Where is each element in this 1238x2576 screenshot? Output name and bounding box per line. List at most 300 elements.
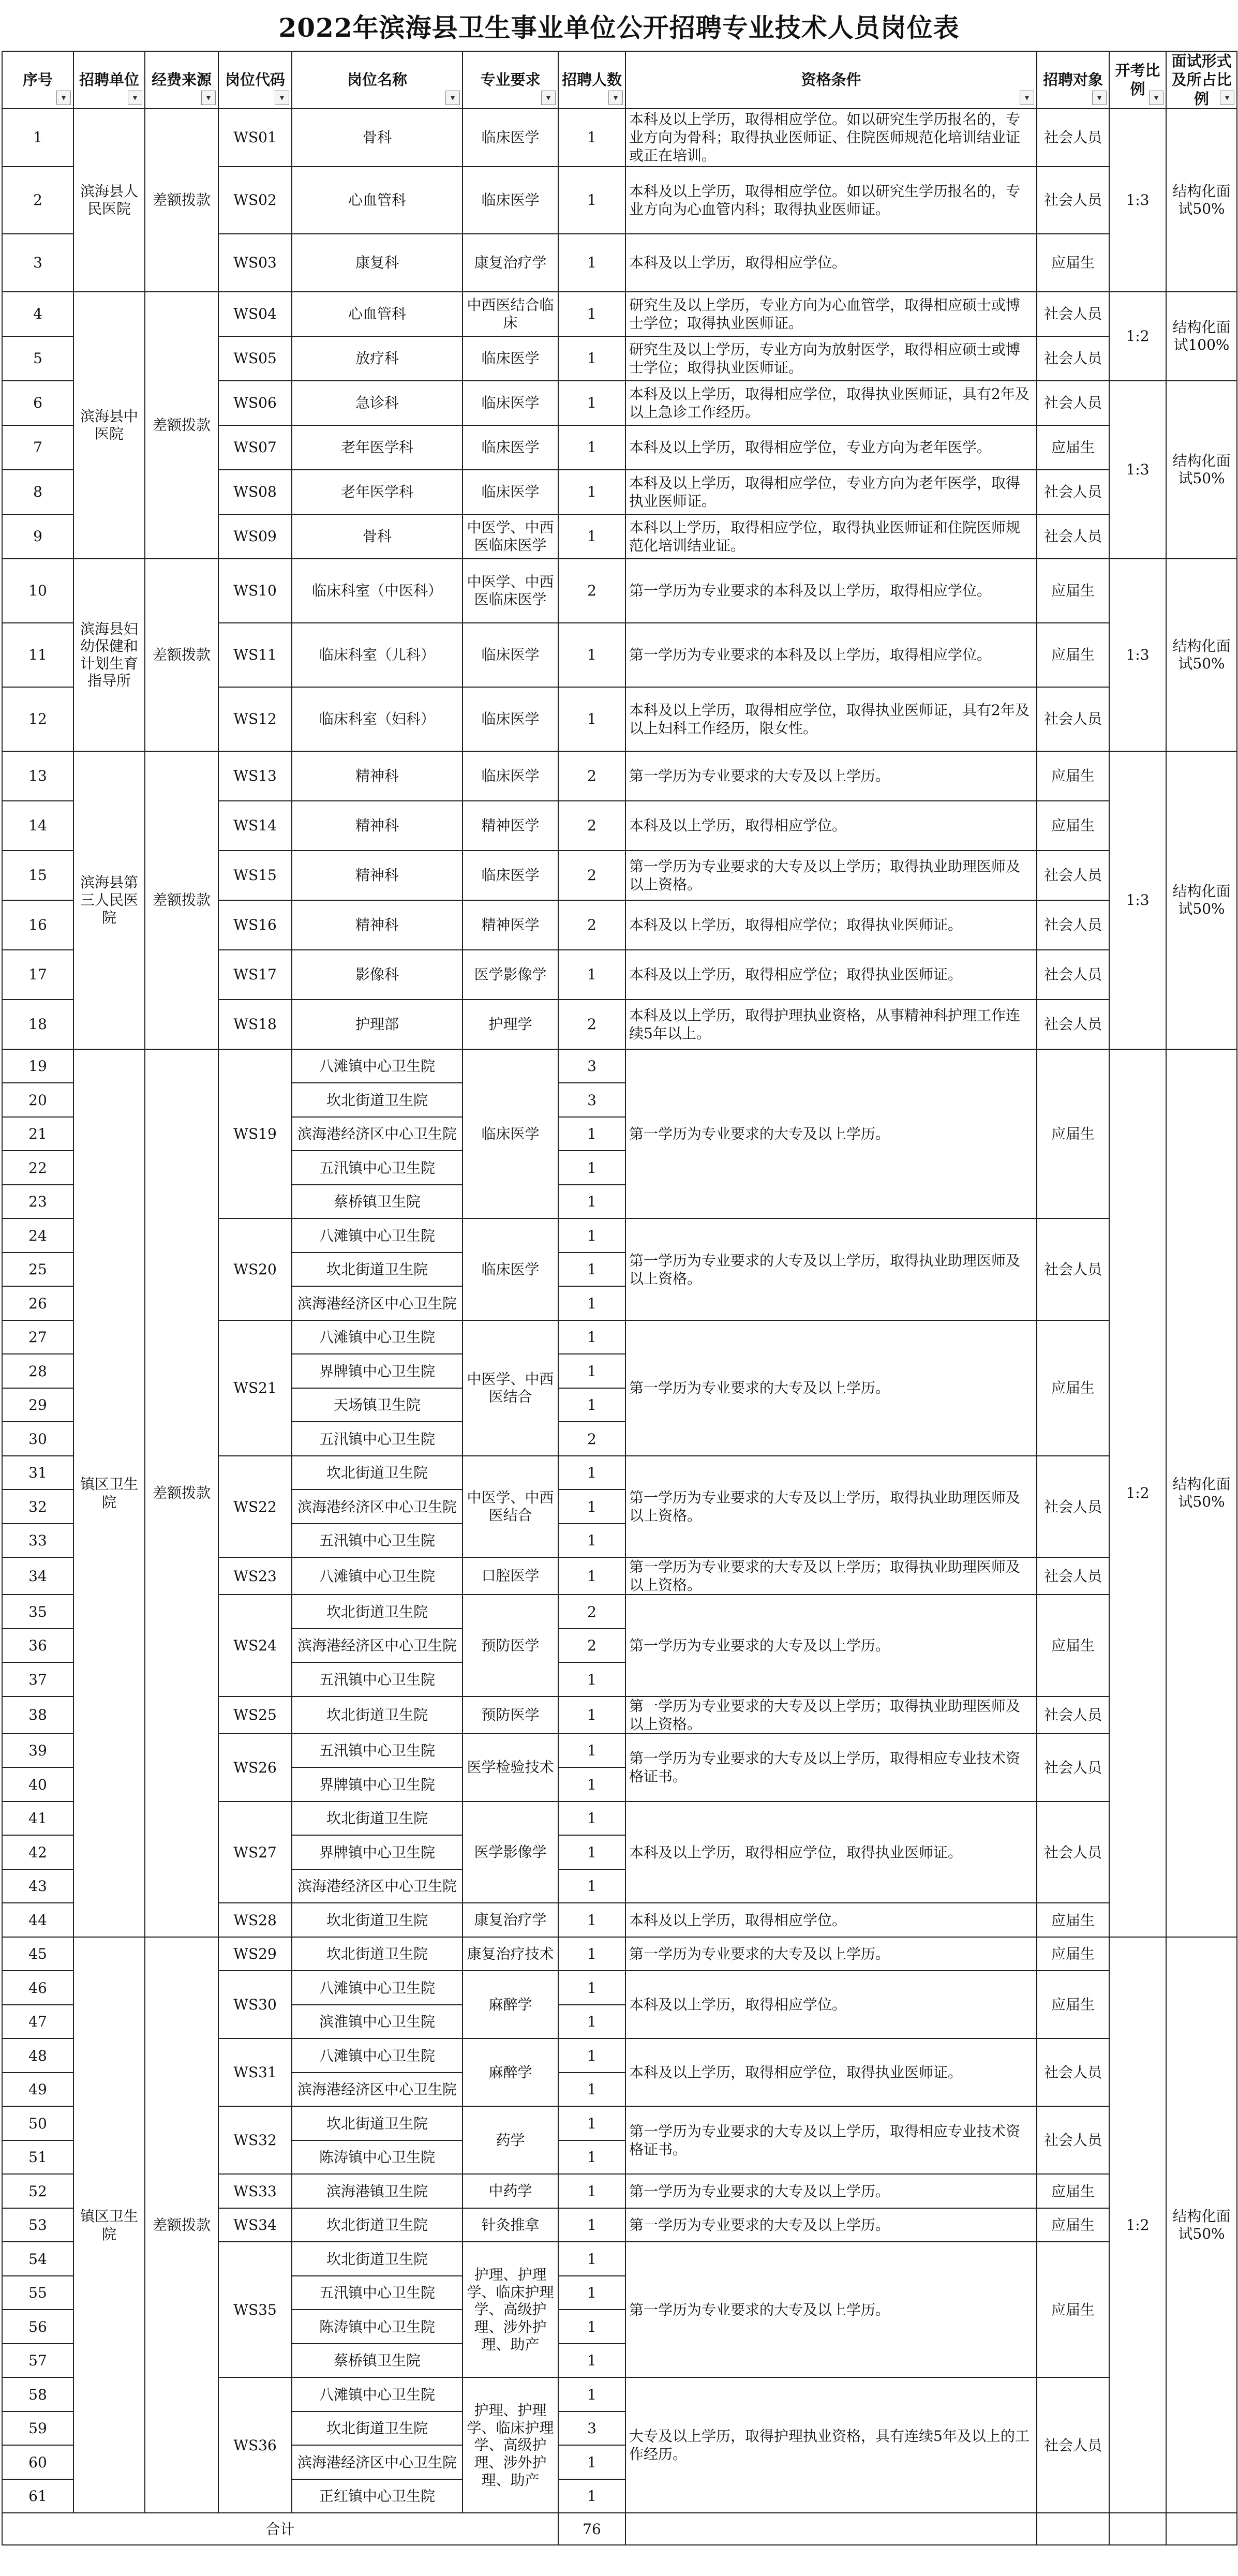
- code-cell: WS26: [218, 1734, 292, 1801]
- seq-cell: 35: [2, 1595, 73, 1629]
- filter-dropdown-icon[interactable]: ▾: [128, 91, 142, 105]
- target-cell: 社会人员: [1037, 2106, 1109, 2174]
- target-cell: 应届生: [1037, 559, 1109, 623]
- col-header-seq: 序号 ▾: [2, 51, 73, 109]
- total-label: 合计: [2, 2513, 558, 2545]
- position-name-cell: 正红镇中心卫生院: [292, 2479, 463, 2513]
- count-cell: 1: [558, 1456, 625, 1490]
- major-cell: 临床医学: [463, 167, 558, 234]
- position-name-cell: 滨海港镇卫生院: [292, 2174, 463, 2208]
- position-name-cell: 精神科: [292, 751, 463, 801]
- seq-cell: 46: [2, 1971, 73, 2005]
- position-name-cell: 蔡桥镇卫生院: [292, 2344, 463, 2378]
- seq-cell: 43: [2, 1869, 73, 1903]
- major-cell: 康复治疗学: [463, 234, 558, 292]
- ratio-cell: 1:2: [1109, 1049, 1166, 1937]
- major-cell: 中药学: [463, 2174, 558, 2208]
- total-empty: [1109, 2513, 1166, 2545]
- code-cell: WS15: [218, 851, 292, 900]
- major-cell: 药学: [463, 2106, 558, 2174]
- table-row: [2, 109, 1237, 167]
- code-cell: WS30: [218, 1971, 292, 2038]
- conditions-cell: 本科及以上学历，取得相应学位。如以研究生学历报名的，专业方向为心血管内科；取得执业医师证。: [625, 167, 1037, 234]
- seq-cell: 10: [2, 559, 73, 623]
- major-cell: 医学影像学: [463, 950, 558, 1000]
- code-cell: WS05: [218, 336, 292, 381]
- major-cell: 中医学、中西医临床医学: [463, 514, 558, 559]
- seq-cell: 48: [2, 2038, 73, 2073]
- seq-cell: 11: [2, 623, 73, 687]
- target-cell: 社会人员: [1037, 470, 1109, 514]
- target-cell: 社会人员: [1037, 1218, 1109, 1320]
- code-cell: WS12: [218, 687, 292, 751]
- seq-cell: 50: [2, 2106, 73, 2140]
- position-name-cell: 临床科室（儿科）: [292, 623, 463, 687]
- fund-cell: 差额拨款: [145, 109, 218, 292]
- target-cell: 应届生: [1037, 623, 1109, 687]
- filter-dropdown-icon[interactable]: ▾: [1092, 91, 1107, 105]
- position-name-cell: 滨海港经济区中心卫生院: [292, 2073, 463, 2107]
- fund-cell: 差额拨款: [145, 292, 218, 559]
- count-cell: 3: [558, 1083, 625, 1117]
- count-cell: 1: [558, 2310, 625, 2344]
- interview-cell: 结构化面试50%: [1166, 1937, 1237, 2513]
- major-cell: 精神医学: [463, 801, 558, 851]
- ratio-cell: 1:2: [1109, 292, 1166, 381]
- interview-cell: 结构化面试50%: [1166, 559, 1237, 751]
- code-cell: WS23: [218, 1557, 292, 1595]
- conditions-cell: 第一学历为专业要求的大专及以上学历。: [625, 2242, 1037, 2377]
- major-cell: 临床医学: [463, 687, 558, 751]
- ratio-cell: 1:3: [1109, 751, 1166, 1049]
- conditions-cell: 本科及以上学历，取得相应学位。: [625, 801, 1037, 851]
- seq-cell: 6: [2, 381, 73, 425]
- conditions-cell: 第一学历为专业要求的大专及以上学历，取得相应专业技术资格证书。: [625, 2106, 1037, 2174]
- major-cell: 临床医学: [463, 336, 558, 381]
- code-cell: WS25: [218, 1696, 292, 1734]
- position-name-cell: 八滩镇中心卫生院: [292, 2377, 463, 2411]
- count-cell: 2: [558, 1000, 625, 1049]
- seq-cell: 7: [2, 425, 73, 470]
- count-cell: 2: [558, 1422, 625, 1456]
- position-name-cell: 滨海港经济区中心卫生院: [292, 1629, 463, 1663]
- seq-cell: 40: [2, 1767, 73, 1801]
- col-header-code: 岗位代码 ▾: [218, 51, 292, 109]
- seq-cell: 56: [2, 2310, 73, 2344]
- conditions-cell: 本科及以上学历，取得护理执业资格，从事精神科护理工作连续5年以上。: [625, 1000, 1037, 1049]
- unit-cell: 滨海县第三人民医院: [73, 751, 145, 1049]
- position-name-cell: 老年医学科: [292, 470, 463, 514]
- seq-cell: 3: [2, 234, 73, 292]
- position-name-cell: 陈涛镇中心卫生院: [292, 2310, 463, 2344]
- conditions-cell: 第一学历为专业要求的大专及以上学历，取得执业助理医师及以上资格。: [625, 1218, 1037, 1320]
- seq-cell: 21: [2, 1117, 73, 1151]
- major-cell: 护理、护理学、临床护理学、高级护理、涉外护理、助产: [463, 2377, 558, 2513]
- fund-cell: 差额拨款: [145, 1937, 218, 2513]
- conditions-cell: 本科及以上学历，取得相应学位。如以研究生学历报名的，专业方向为骨科；取得执业医师证、住院医师规范化培训结业证或正在培训。: [625, 109, 1037, 167]
- major-cell: 康复治疗技术: [463, 1937, 558, 1971]
- count-cell: 2: [558, 559, 625, 623]
- seq-cell: 45: [2, 1937, 73, 1971]
- major-cell: 中医学、中西医结合: [463, 1456, 558, 1558]
- conditions-cell: 第一学历为专业要求的大专及以上学历。: [625, 1049, 1037, 1219]
- code-cell: WS16: [218, 900, 292, 950]
- conditions-cell: 本科及以上学历，取得相应学位，取得执业医师证，具有2年及以上妇科工作经历，限女性。: [625, 687, 1037, 751]
- interview-cell: 结构化面试50%: [1166, 381, 1237, 559]
- major-cell: 麻醉学: [463, 2038, 558, 2106]
- position-name-cell: 心血管科: [292, 292, 463, 336]
- unit-cell: 滨海县中医院: [73, 292, 145, 559]
- position-name-cell: 精神科: [292, 900, 463, 950]
- conditions-cell: 本科及以上学历，取得相应学位。: [625, 1971, 1037, 2038]
- target-cell: 社会人员: [1037, 381, 1109, 425]
- target-cell: 应届生: [1037, 1320, 1109, 1456]
- table-row: [2, 1937, 1237, 1971]
- position-name-cell: 五汛镇中心卫生院: [292, 1524, 463, 1558]
- position-name-cell: 滨淮镇中心卫生院: [292, 2005, 463, 2039]
- code-cell: WS36: [218, 2377, 292, 2513]
- position-name-cell: 坎北街道卫生院: [292, 1595, 463, 1629]
- seq-cell: 57: [2, 2344, 73, 2378]
- seq-cell: 4: [2, 292, 73, 336]
- seq-cell: 51: [2, 2140, 73, 2175]
- target-cell: 社会人员: [1037, 109, 1109, 167]
- count-cell: 1: [558, 1903, 625, 1937]
- conditions-cell: 本科及以上学历，取得相应学位；取得执业医师证。: [625, 950, 1037, 1000]
- code-cell: WS29: [218, 1937, 292, 1971]
- total-empty: [1037, 2513, 1109, 2545]
- position-name-cell: 影像科: [292, 950, 463, 1000]
- position-name-cell: 坎北街道卫生院: [292, 1696, 463, 1734]
- code-cell: WS08: [218, 470, 292, 514]
- fund-cell: 差额拨款: [145, 1049, 218, 1937]
- major-cell: 临床医学: [463, 751, 558, 801]
- conditions-cell: 本科及以上学历，取得相应学位，取得执业医师证，具有2年及以上急诊工作经历。: [625, 381, 1037, 425]
- unit-cell: 镇区卫生院: [73, 1937, 145, 2513]
- count-cell: 1: [558, 2005, 625, 2039]
- target-cell: 应届生: [1037, 234, 1109, 292]
- code-cell: WS35: [218, 2242, 292, 2377]
- target-cell: 社会人员: [1037, 336, 1109, 381]
- count-cell: 2: [558, 1595, 625, 1629]
- count-cell: 1: [558, 1835, 625, 1869]
- table-row: [2, 751, 1237, 801]
- major-cell: 临床医学: [463, 851, 558, 900]
- conditions-cell: 第一学历为专业要求的大专及以上学历。: [625, 1595, 1037, 1696]
- code-cell: WS09: [218, 514, 292, 559]
- col-header-interview: 面试形式及所占比例 ▾: [1166, 51, 1237, 109]
- position-name-cell: 老年医学科: [292, 425, 463, 470]
- conditions-cell: 第一学历为专业要求的大专及以上学历。: [625, 1937, 1037, 1971]
- count-cell: 1: [558, 1696, 625, 1734]
- position-name-cell: 坎北街道卫生院: [292, 2411, 463, 2446]
- position-name-cell: 放疗科: [292, 336, 463, 381]
- seq-cell: 41: [2, 1801, 73, 1836]
- seq-cell: 26: [2, 1286, 73, 1320]
- position-name-cell: 界牌镇中心卫生院: [292, 1354, 463, 1388]
- ratio-cell: 1:2: [1109, 1937, 1166, 2513]
- seq-cell: 37: [2, 1662, 73, 1696]
- position-name-cell: 滨海港经济区中心卫生院: [292, 1117, 463, 1151]
- table-body: [2, 109, 1237, 2513]
- major-cell: 医学影像学: [463, 1801, 558, 1903]
- count-cell: 1: [558, 1801, 625, 1836]
- position-name-cell: 临床科室（中医科）: [292, 559, 463, 623]
- seq-cell: 25: [2, 1253, 73, 1287]
- col-header-count: 招聘人数 ▾: [558, 51, 625, 109]
- position-name-cell: 滨海港经济区中心卫生院: [292, 1490, 463, 1524]
- count-cell: 1: [558, 425, 625, 470]
- count-cell: 1: [558, 623, 625, 687]
- count-cell: 1: [558, 950, 625, 1000]
- page-title: 2022年滨海县卫生事业单位公开招聘专业技术人员岗位表: [278, 12, 960, 43]
- col-header-major: 专业要求 ▾: [463, 51, 558, 109]
- code-cell: WS21: [218, 1320, 292, 1456]
- seq-cell: 9: [2, 514, 73, 559]
- conditions-cell: 本科及以上学历，取得相应学位。: [625, 234, 1037, 292]
- conditions-cell: 第一学历为专业要求的大专及以上学历。: [625, 2174, 1037, 2208]
- count-cell: 1: [558, 1524, 625, 1558]
- target-cell: 社会人员: [1037, 1734, 1109, 1801]
- code-cell: WS06: [218, 381, 292, 425]
- conditions-cell: 第一学历为专业要求的大专及以上学历；取得执业助理医师及以上资格。: [625, 1557, 1037, 1595]
- code-cell: WS07: [218, 425, 292, 470]
- filter-dropdown-icon[interactable]: ▾: [201, 91, 216, 105]
- seq-cell: 53: [2, 2208, 73, 2242]
- code-cell: WS18: [218, 1000, 292, 1049]
- filter-dropdown-icon[interactable]: ▾: [1220, 91, 1234, 105]
- seq-cell: 12: [2, 687, 73, 751]
- conditions-cell: 第一学历为专业要求的大专及以上学历。: [625, 1320, 1037, 1456]
- seq-cell: 22: [2, 1151, 73, 1185]
- count-cell: 1: [558, 1151, 625, 1185]
- count-cell: 2: [558, 801, 625, 851]
- code-cell: WS11: [218, 623, 292, 687]
- target-cell: 应届生: [1037, 1903, 1109, 1937]
- count-cell: 1: [558, 1320, 625, 1354]
- target-cell: 应届生: [1037, 1937, 1109, 1971]
- conditions-cell: 第一学历为专业要求的大专及以上学历。: [625, 751, 1037, 801]
- seq-cell: 54: [2, 2242, 73, 2276]
- target-cell: 应届生: [1037, 1971, 1109, 2038]
- count-cell: 3: [558, 2411, 625, 2446]
- count-cell: 1: [558, 1869, 625, 1903]
- code-cell: WS24: [218, 1595, 292, 1696]
- count-cell: 1: [558, 1490, 625, 1524]
- conditions-cell: 本科及以上学历，取得相应学位，专业方向为老年医学。: [625, 425, 1037, 470]
- target-cell: 应届生: [1037, 2174, 1109, 2208]
- unit-cell: 镇区卫生院: [73, 1049, 145, 1937]
- target-cell: 社会人员: [1037, 1801, 1109, 1903]
- count-cell: 1: [558, 2174, 625, 2208]
- conditions-cell: 大专及以上学历，取得护理执业资格，具有连续5年及以上的工作经历。: [625, 2377, 1037, 2513]
- filter-dropdown-icon[interactable]: ▾: [1149, 91, 1164, 105]
- seq-cell: 55: [2, 2276, 73, 2310]
- count-cell: 1: [558, 234, 625, 292]
- position-name-cell: 坎北街道卫生院: [292, 2242, 463, 2276]
- position-name-cell: 八滩镇中心卫生院: [292, 1320, 463, 1354]
- position-name-cell: 坎北街道卫生院: [292, 1903, 463, 1937]
- count-cell: 1: [558, 1767, 625, 1801]
- seq-cell: 33: [2, 1524, 73, 1558]
- target-cell: 社会人员: [1037, 2377, 1109, 2513]
- count-cell: 1: [558, 1218, 625, 1253]
- position-name-cell: 滨海港经济区中心卫生院: [292, 2445, 463, 2479]
- seq-cell: 42: [2, 1835, 73, 1869]
- target-cell: 应届生: [1037, 1595, 1109, 1696]
- seq-cell: 52: [2, 2174, 73, 2208]
- seq-cell: 38: [2, 1696, 73, 1734]
- count-cell: 1: [558, 292, 625, 336]
- filter-dropdown-icon[interactable]: ▾: [1020, 91, 1034, 105]
- major-cell: 针灸推拿: [463, 2208, 558, 2242]
- conditions-cell: 研究生及以上学历，专业方向为心血管学，取得相应硕士或博士学位；取得执业医师证。: [625, 292, 1037, 336]
- position-name-cell: 坎北街道卫生院: [292, 1937, 463, 1971]
- position-name-cell: 坎北街道卫生院: [292, 1253, 463, 1287]
- conditions-cell: 本科及以上学历，取得相应学位，专业方向为老年医学，取得执业医师证。: [625, 470, 1037, 514]
- position-name-cell: 护理部: [292, 1000, 463, 1049]
- position-name-cell: 八滩镇中心卫生院: [292, 1218, 463, 1253]
- conditions-cell: 第一学历为专业要求的大专及以上学历，取得执业助理医师及以上资格。: [625, 1456, 1037, 1558]
- count-cell: 1: [558, 2073, 625, 2107]
- major-cell: 临床医学: [463, 623, 558, 687]
- seq-cell: 28: [2, 1354, 73, 1388]
- target-cell: 应届生: [1037, 801, 1109, 851]
- conditions-cell: 第一学历为专业要求的大专及以上学历；取得执业助理医师及以上资格。: [625, 1696, 1037, 1734]
- count-cell: 1: [558, 2106, 625, 2140]
- position-name-cell: 五汛镇中心卫生院: [292, 1662, 463, 1696]
- position-name-cell: 骨科: [292, 109, 463, 167]
- table-row: [2, 1049, 1237, 1083]
- code-cell: WS04: [218, 292, 292, 336]
- count-cell: 1: [558, 2140, 625, 2175]
- target-cell: 应届生: [1037, 751, 1109, 801]
- unit-cell: 滨海县人民医院: [73, 109, 145, 292]
- count-cell: 1: [558, 1557, 625, 1595]
- position-name-cell: 坎北街道卫生院: [292, 1456, 463, 1490]
- count-cell: 1: [558, 1971, 625, 2005]
- conditions-cell: 第一学历为专业要求的本科及以上学历，取得相应学位。: [625, 623, 1037, 687]
- conditions-cell: 第一学历为专业要求的本科及以上学历，取得相应学位。: [625, 559, 1037, 623]
- code-cell: WS22: [218, 1456, 292, 1558]
- conditions-cell: 本科及以上学历，取得相应学位，取得执业医师证。: [625, 1801, 1037, 1903]
- target-cell: 社会人员: [1037, 687, 1109, 751]
- count-cell: 1: [558, 1937, 625, 1971]
- target-cell: 应届生: [1037, 425, 1109, 470]
- col-header-fund: 经费来源 ▾: [145, 51, 218, 109]
- major-cell: 护理学: [463, 1000, 558, 1049]
- position-name-cell: 滨海港经济区中心卫生院: [292, 1286, 463, 1320]
- major-cell: 口腔医学: [463, 1557, 558, 1595]
- position-name-cell: 康复科: [292, 234, 463, 292]
- position-name-cell: 八滩镇中心卫生院: [292, 1971, 463, 2005]
- position-name-cell: 坎北街道卫生院: [292, 1801, 463, 1836]
- code-cell: WS03: [218, 234, 292, 292]
- count-cell: 1: [558, 1662, 625, 1696]
- seq-cell: 34: [2, 1557, 73, 1595]
- major-cell: 护理、护理学、临床护理学、高级护理、涉外护理、助产: [463, 2242, 558, 2377]
- conditions-cell: 本科以上学历，取得相应学位，取得执业医师证和住院医师规范化培训结业证。: [625, 514, 1037, 559]
- interview-cell: 结构化面试50%: [1166, 109, 1237, 292]
- seq-cell: 8: [2, 470, 73, 514]
- conditions-cell: 本科及以上学历，取得相应学位，取得执业医师证。: [625, 2038, 1037, 2106]
- count-cell: 2: [558, 1629, 625, 1663]
- filter-dropdown-icon[interactable]: ▾: [275, 91, 289, 105]
- filter-dropdown-icon[interactable]: ▾: [56, 91, 71, 105]
- filter-dropdown-icon[interactable]: ▾: [541, 91, 556, 105]
- seq-cell: 2: [2, 167, 73, 234]
- conditions-cell: 第一学历为专业要求的大专及以上学历；取得执业助理医师及以上资格。: [625, 851, 1037, 900]
- count-cell: 2: [558, 851, 625, 900]
- code-cell: WS27: [218, 1801, 292, 1903]
- position-name-cell: 界牌镇中心卫生院: [292, 1835, 463, 1869]
- fund-cell: 差额拨款: [145, 559, 218, 751]
- major-cell: 临床医学: [463, 1049, 558, 1219]
- seq-cell: 19: [2, 1049, 73, 1083]
- count-cell: 1: [558, 2276, 625, 2310]
- position-name-cell: 骨科: [292, 514, 463, 559]
- seq-cell: 13: [2, 751, 73, 801]
- conditions-cell: 第一学历为专业要求的大专及以上学历。: [625, 2208, 1037, 2242]
- table-row: [2, 292, 1237, 336]
- ratio-cell: 1:3: [1109, 381, 1166, 559]
- position-name-cell: 天场镇卫生院: [292, 1388, 463, 1422]
- seq-cell: 36: [2, 1629, 73, 1663]
- seq-cell: 47: [2, 2005, 73, 2039]
- col-header-ratio: 开考比例 ▾: [1109, 51, 1166, 109]
- code-cell: WS01: [218, 109, 292, 167]
- header-row: [2, 51, 1237, 109]
- code-cell: WS02: [218, 167, 292, 234]
- seq-cell: 59: [2, 2411, 73, 2446]
- seq-cell: 29: [2, 1388, 73, 1422]
- major-cell: 临床医学: [463, 109, 558, 167]
- major-cell: 预防医学: [463, 1595, 558, 1696]
- seq-cell: 14: [2, 801, 73, 851]
- count-cell: 2: [558, 900, 625, 950]
- count-cell: 1: [558, 167, 625, 234]
- total-value: 76: [558, 2513, 625, 2545]
- target-cell: 社会人员: [1037, 900, 1109, 950]
- count-cell: 1: [558, 2208, 625, 2242]
- count-cell: 1: [558, 1734, 625, 1768]
- conditions-cell: 第一学历为专业要求的大专及以上学历，取得相应专业技术资格证书。: [625, 1734, 1037, 1801]
- interview-cell: 结构化面试50%: [1166, 751, 1237, 1049]
- filter-dropdown-icon[interactable]: ▾: [445, 91, 460, 105]
- seq-cell: 18: [2, 1000, 73, 1049]
- count-cell: 1: [558, 2377, 625, 2411]
- major-cell: 预防医学: [463, 1696, 558, 1734]
- col-header-unit: 招聘单位 ▾: [73, 51, 145, 109]
- seq-cell: 58: [2, 2377, 73, 2411]
- count-cell: 1: [558, 2038, 625, 2073]
- target-cell: 社会人员: [1037, 292, 1109, 336]
- major-cell: 精神医学: [463, 900, 558, 950]
- position-name-cell: 急诊科: [292, 381, 463, 425]
- code-cell: WS34: [218, 2208, 292, 2242]
- target-cell: 应届生: [1037, 1049, 1109, 1219]
- filter-dropdown-icon[interactable]: ▾: [608, 91, 623, 105]
- position-name-cell: 滨海港经济区中心卫生院: [292, 1869, 463, 1903]
- target-cell: 社会人员: [1037, 1456, 1109, 1558]
- position-name-cell: 坎北街道卫生院: [292, 2208, 463, 2242]
- recruitment-table: [2, 51, 1237, 2545]
- target-cell: 社会人员: [1037, 1696, 1109, 1734]
- position-name-cell: 界牌镇中心卫生院: [292, 1767, 463, 1801]
- fund-cell: 差额拨款: [145, 751, 218, 1049]
- code-cell: WS32: [218, 2106, 292, 2174]
- ratio-cell: 1:3: [1109, 559, 1166, 751]
